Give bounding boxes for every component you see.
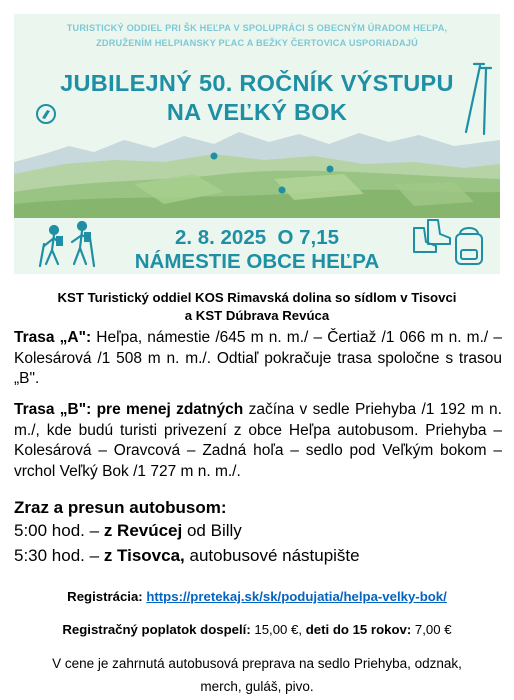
event-banner <box>14 14 500 274</box>
departure-detail: od Billy <box>182 521 242 540</box>
departure-time: 5:30 hod. – <box>14 546 104 565</box>
fee-adult-value: 15,00 €, <box>250 622 306 637</box>
map-pin-icon <box>327 166 334 173</box>
price-includes-line: merch, guláš, pivo. <box>200 679 314 694</box>
departure-place: z Revúcej <box>103 521 183 540</box>
organizers <box>14 289 500 325</box>
price-includes-line: V cene je zahrnutá autobusová preprava na sedlo Priehyba, odznak, <box>52 656 462 671</box>
organizer-line: KST Turistický oddiel KOS Rimavská dolina so sídlom v Tisovci <box>57 290 457 305</box>
departure-detail: autobusové nástupište <box>184 546 360 565</box>
registration-label: Registrácia: <box>67 589 147 604</box>
banner-intro-line: TURISTICKÝ ODDIEL PRI ŠK HEĽPA V SPOLUPRÁCI S OBECNÝM ÚRADOM HEĽPA, <box>66 23 448 33</box>
event-title-line: NA VEĽKÝ BOK <box>166 99 348 125</box>
registration <box>14 588 500 606</box>
route-b-text: začína v sedle Priehyba /1 192 m n. m./, kde budú turisti privezení z obce Heľpa autobusom. Priehyba – Kolesárová – Oravcová – Zadná hoľa – sedlo pod Veľkým bokom – vrchol Veľký Bok /1 727 m n. m./. <box>14 401 502 480</box>
route-b-paragraph <box>14 400 502 482</box>
trekking-poles-icon <box>466 64 491 134</box>
event-title-line: JUBILEJNÝ 50. ROČNÍK VÝSTUPU <box>60 70 454 96</box>
fee-adult-label: Registračný poplatok dospelí: <box>62 622 251 637</box>
meeting-title: Zraz a presun autobusom: <box>14 498 227 517</box>
departure-revuca <box>14 520 242 542</box>
fee-child-value: 7,00 € <box>411 622 452 637</box>
departure-tisovec <box>14 545 360 567</box>
backpack-icon <box>456 228 482 264</box>
route-b-bold-text: pre menej zdatných <box>91 401 244 418</box>
banner-intro <box>54 21 460 51</box>
route-a-label: Trasa „A": <box>14 329 92 346</box>
departure-place: z Tisovca, <box>103 546 185 565</box>
registration-fee <box>14 621 500 639</box>
map-pin-icon <box>279 187 286 194</box>
route-a-paragraph <box>14 328 502 390</box>
event-date: 2. 8. 2025 O 7,15 <box>174 226 340 249</box>
banner-intro-line: ZDRUŽENÍM HELPIANSKY PĽAC A BEŽKY ČERTOVICA USPORIADAJÚ <box>96 38 418 48</box>
departure-time: 5:00 hod. – <box>14 521 104 540</box>
compass-icon <box>37 105 55 123</box>
route-b-label: Trasa „B": <box>14 401 92 418</box>
event-title <box>54 69 460 127</box>
route-a-text: Heľpa, námestie /645 m n. m./ – Čertiaž /1 066 m n. m./ – Kolesárová /1 508 m n. m./. Odtiaľ pokračuje trasa spoločne s trasou „B". <box>14 329 502 387</box>
fee-child-label: deti do 15 rokov: <box>305 622 412 637</box>
map-pin-icon <box>211 153 218 160</box>
organizer-line: a KST Dúbrava Revúca <box>184 308 330 323</box>
price-includes <box>14 652 500 698</box>
registration-link[interactable]: https://pretekaj.sk/sk/podujatia/helpa-velky-bok/ <box>146 589 447 604</box>
event-place: NÁMESTIE OBCE HEĽPA <box>134 250 380 273</box>
